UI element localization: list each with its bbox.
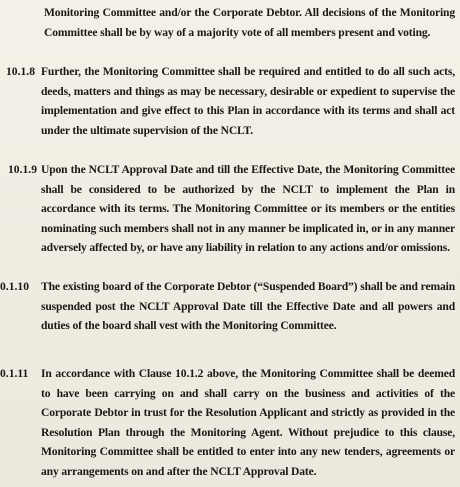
clause-number: 0.1.10 [0,280,29,293]
clause-number: 0.1.11 [0,367,29,380]
clause-text: In accordance with Clause 10.1.2 above, the Monitoring Committee shall be deemed to have been carrying on and shall carry on the business and activities of the Corporate Debtor in trust for the Resolution Applicant and strictly as provided in the Resolution Plan through the Monitoring Agent. Without prejudice to this clause, Monitoring Committee shall be entitled to enter into any new tenders, agreements or any arrangements on and after the NCLT Approval Date. [41,367,455,478]
clause-text: Further, the Monitoring Committee shall be required and entitled to do all such acts, deeds, matters and things as may be necessary, desirable or expedient to supervise the implementation and give effect to this Plan in accordance with its terms and shall act under the ultimate supervision of the NCLT. [41,65,455,137]
clause-number: 10.1.8 [6,65,35,78]
clause-text-after: ”) shall be and remain suspended post the NCLT Approval Date till the Effective Date and all powers and duties of the board shall vest with the Monitoring Committee. [41,280,455,333]
defined-term: Suspended Board [262,280,349,293]
clause-continuation-text: Monitoring Committee and/or the Corporate Debtor. All decisions of the Monitoring Committee shall be by way of a majority vote of all members present and voting. [44,6,455,39]
clause-text-before: The existing board of the Corporate Debtor (“ [41,280,263,293]
clause-number: 10.1.9 [8,163,37,176]
clause-text [41,277,455,336]
clause-text: Upon the NCLT Approval Date and till the Effective Date, the Monitoring Committee shall be considered to be authorized by the NCLT to implement the Plan in accordance with its terms. The Monitoring Committee or its members or the entities nominating such members shall not in any manner be implicated in, or in any manner adversely affected by, or have any liability in relation to any actions and/or omissions. [41,163,455,255]
